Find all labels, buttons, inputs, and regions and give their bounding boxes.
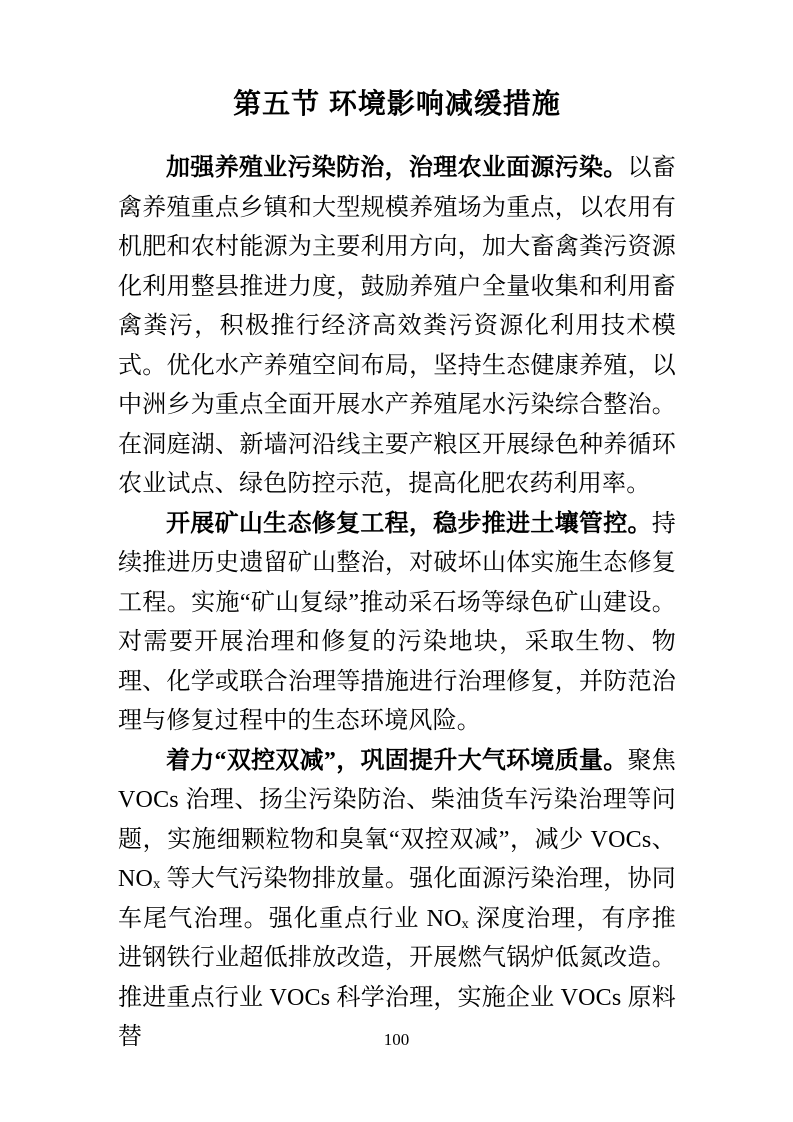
paragraph-lead: 加强养殖业污染防治，治理农业面源污染。 bbox=[166, 155, 628, 181]
paragraph-air-quality bbox=[118, 742, 676, 1058]
paragraph-lead: 开展矿山生态修复工程，稳步推进土壤管控。 bbox=[166, 510, 652, 537]
page-content bbox=[118, 86, 676, 1058]
section-title: 第五节 环境影响减缓措施 bbox=[233, 88, 561, 119]
paragraph-body: 持续推进历史遗留矿山整治，对破坏山体实施生态修复工程。实施“矿山复绿”推动采石场等绿色矿山建设。对需要开展治理和修复的污染地块，采取生物、物理、化学或联合治理等措施进行治理修复，并防范治理与修复过程中的生态环境风险。 bbox=[118, 510, 676, 734]
paragraph-mine-restoration bbox=[118, 505, 676, 742]
paragraph-livestock-pollution bbox=[118, 149, 676, 505]
paragraph-body: 以畜禽养殖重点乡镇和大型规模养殖场为重点，以农用有机肥和农村能源为主要利用方向，加大畜禽粪污资源化利用整县推进力度，鼓励养殖户全量收集和利用畜禽粪污，积极推行经济高效粪污资源化利用技术模式。优化水产养殖空间布局，坚持生态健康养殖，以中洲乡为重点全面开展水产养殖尾水污染综合整治。在洞庭湖、新墙河沿线主要产粮区开展绿色种养循环农业试点、绿色防控示范，提高化肥农药利用率。 bbox=[118, 155, 676, 497]
paragraph-body: 聚焦 VOCs 治理、扬尘污染防治、柴油货车污染治理等问题，实施细颗粒物和臭氧“双控双减”，减少 VOCs、NOₓ 等大气污染物排放量。强化面源污染治理，协同车尾气治理。强化重点行业 NOₓ 深度治理，有序推进钢铁行业超低排放改造，开展燃气锅炉低氮改造。推进重点行业 VOCs 科学治理，实施企业 VOCs 原料替 bbox=[118, 747, 677, 1050]
page-number: 100 bbox=[383, 1030, 410, 1049]
paragraph-lead: 着力“双控双减”，巩固提升大气环境质量。 bbox=[166, 747, 628, 774]
